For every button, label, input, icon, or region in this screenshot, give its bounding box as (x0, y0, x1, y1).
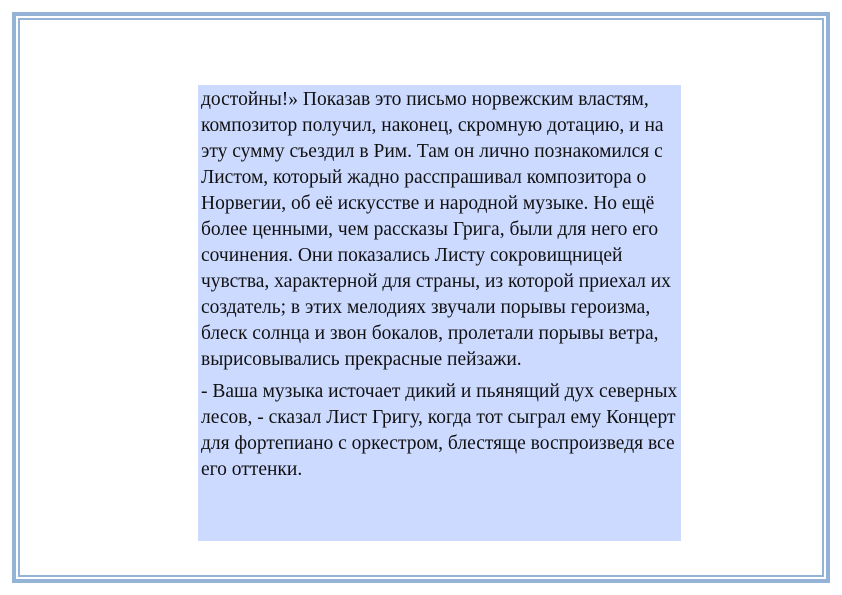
text-block (198, 85, 681, 541)
paragraph-1: достойны!» Показав это письмо норвежским властям, композитор получил, наконец, скромную дотацию, и на эту сумму съездил в Рим. Там он лично познакомился с Листом, который жадно расспрашивал композитора о Норвегии, об её искусстве и народной музыке. Но ещё более ценными, чем рассказы Грига, были для него его сочинения. Они показались Листу сокровищницей чувства, характерной для страны, из которой приехал их создатель; в этих мелодиях звучали порывы героизма, блеск солнца и звон бокалов, пролетали порывы ветра, вырисовывались прекрасные пейзажи. (201, 89, 671, 370)
paragraph-2: - Ваша музыка источает дикий и пьянящий дух северных лесов, - сказал Лист Григу, когда тот сыграл ему Концерт для фортепиано с оркестром, блестяще воспроизведя все его оттенки. (201, 381, 678, 480)
